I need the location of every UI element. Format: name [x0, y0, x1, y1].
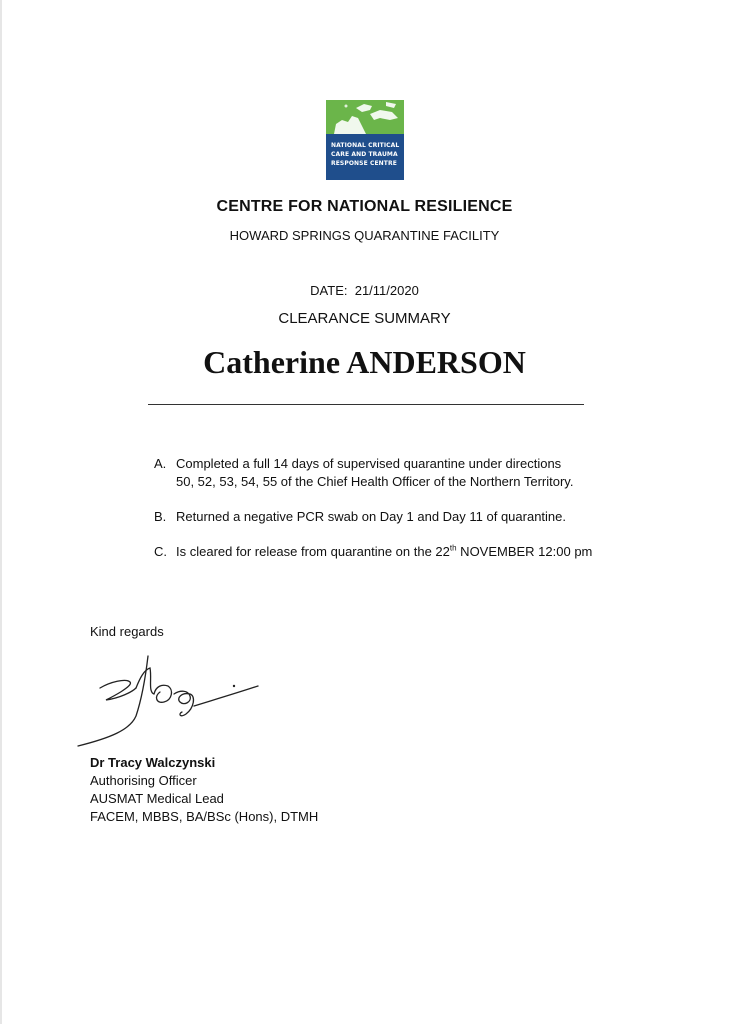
signer-qualifications: FACEM, MBBS, BA/BSc (Hons), DTMH [90, 809, 319, 824]
divider [148, 404, 584, 405]
person-name: Catherine ANDERSON [203, 344, 526, 380]
date-label: DATE: [310, 283, 348, 298]
list-item [150, 508, 630, 526]
item-letter: B. [154, 509, 167, 524]
date-superscript: th [449, 543, 457, 553]
logo-text: NATIONAL CRITICAL CARE AND TRAUMA RESPONSE CENTRE [326, 134, 404, 180]
signer-role: Authorising Officer [90, 773, 197, 788]
signer-name: Dr Tracy Walczynski [90, 755, 216, 770]
item-text: Is cleared for release from quarantine on the 22th NOVEMBER 12:00 pm [176, 543, 593, 559]
signer-position: AUSMAT Medical Lead [90, 791, 224, 806]
ncctrc-logo [326, 100, 404, 180]
organization-title: CENTRE FOR NATIONAL RESILIENCE [216, 198, 513, 215]
page-edge [0, 0, 2, 1024]
item-text: Returned a negative PCR swab on Day 1 and Day 11 of quarantine. [176, 509, 566, 524]
date-value: 21/11/2020 [354, 283, 419, 298]
facility-name: HOWARD SPRINGS QUARANTINE FACILITY [229, 228, 500, 243]
map-icon [326, 100, 404, 134]
clearance-list [150, 455, 630, 578]
item-letter: A. [154, 456, 167, 471]
document-title: CLEARANCE SUMMARY [278, 310, 451, 327]
signer-block [90, 754, 318, 826]
item-letter: C. [154, 544, 167, 559]
closing-regards: Kind regards [90, 624, 164, 639]
item-text: 50, 52, 53, 54, 55 of the Chief Health Officer of the Northern Territory. [176, 474, 574, 489]
item-text: Completed a full 14 days of supervised quarantine under directions [176, 456, 562, 471]
list-item [150, 455, 630, 491]
list-item [150, 543, 630, 561]
date-line [0, 283, 729, 298]
signature-image [70, 648, 270, 748]
